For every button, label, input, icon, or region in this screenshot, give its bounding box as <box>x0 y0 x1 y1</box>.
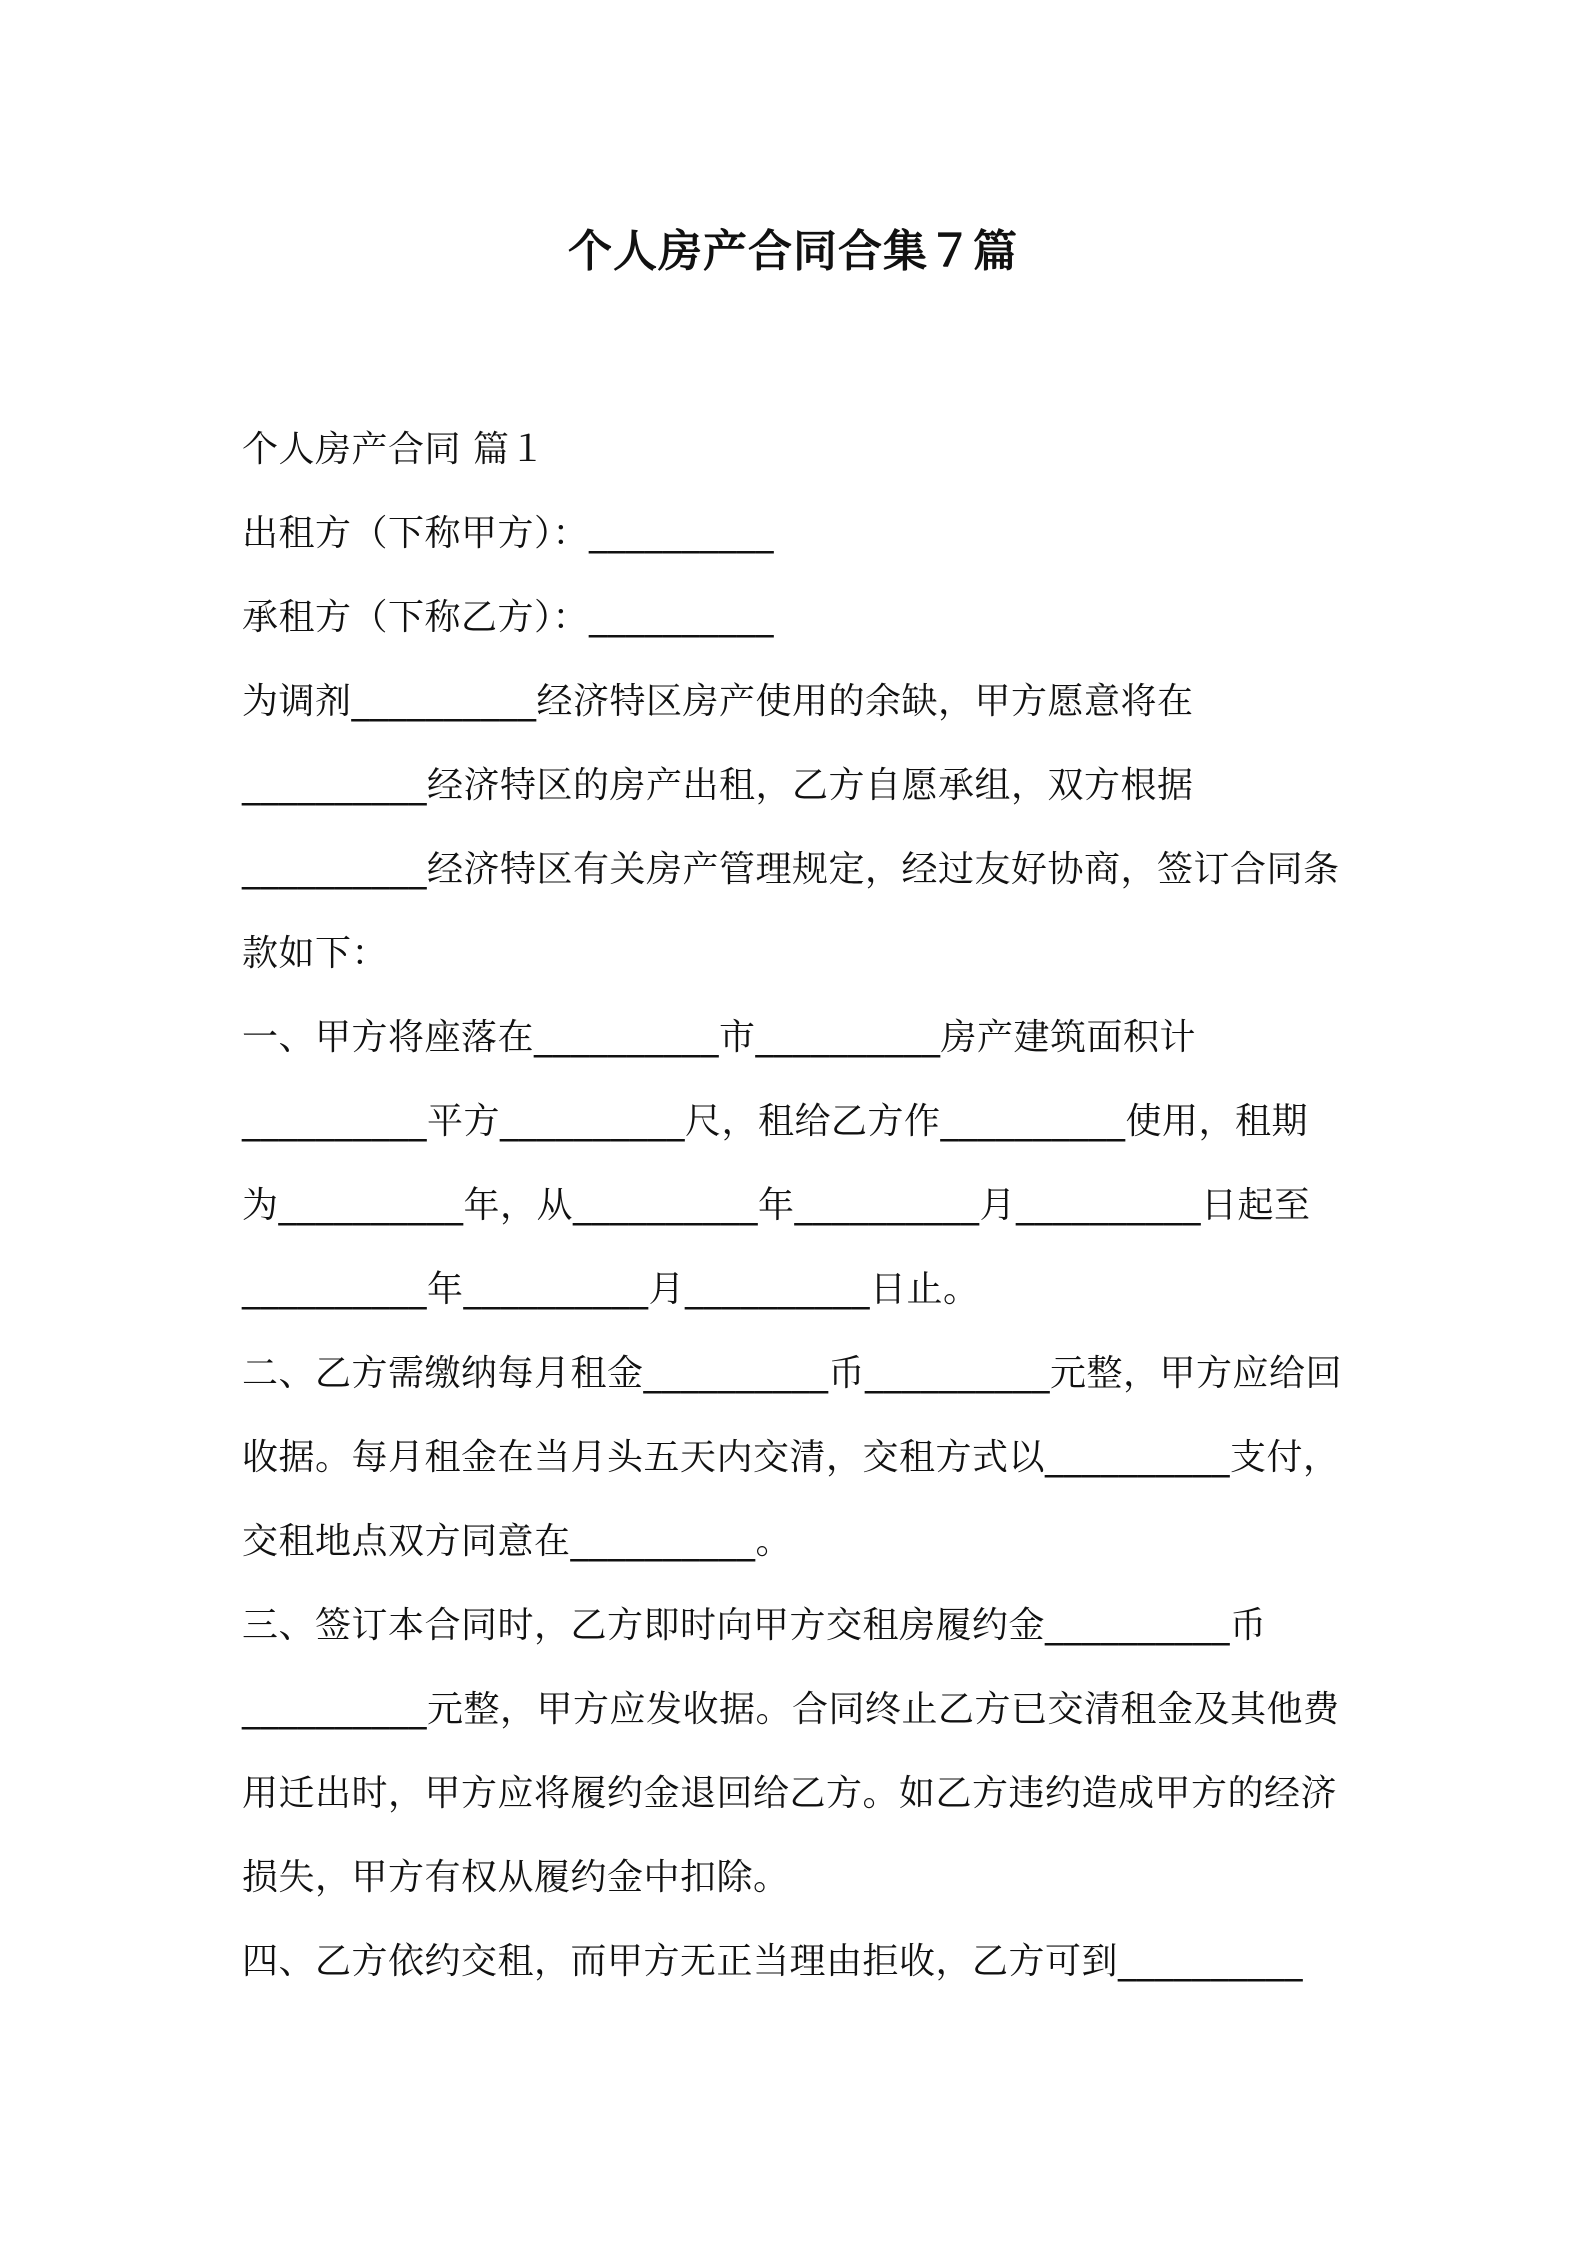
lessor-line: 出租方（下称甲方）：__________ <box>242 513 775 554</box>
body-paragraph-line: __________经济特区的房产出租，乙方自愿承组，双方根据 <box>242 765 1194 806</box>
document-body <box>242 408 1354 2004</box>
clause-4-line: 四、乙方依约交租，而甲方无正当理由拒收，乙方可到__________ <box>242 1941 1304 1982</box>
clause-3-line: __________元整，甲方应发收据。合同终止乙方已交清租金及其他费 <box>242 1689 1340 1730</box>
document-title: 个人房产合同合集７篇 <box>568 226 1018 277</box>
body-paragraph-line: 为调剂__________经济特区房产使用的余缺，甲方愿意将在 <box>242 681 1194 722</box>
clause-2-line: 二、乙方需缴纳每月租金__________币__________元整，甲方应给回 <box>242 1353 1343 1394</box>
body-paragraph-line: __________经济特区有关房产管理规定，经过友好协商，签订合同条 <box>242 849 1340 890</box>
clause-1-line: __________年__________月__________日止。 <box>242 1269 980 1310</box>
clause-1-line: __________平方__________尺，租给乙方作__________使用，租期 <box>242 1101 1309 1142</box>
section-heading: 个人房产合同 篇１ <box>242 429 546 470</box>
clause-3-line: 损失，甲方有权从履约金中扣除。 <box>242 1857 790 1898</box>
clause-3-line: 三、签订本合同时，乙方即时向甲方交租房履约金__________币 <box>242 1605 1267 1646</box>
clause-1-line: 为__________年，从__________年__________月__________日起至 <box>242 1185 1311 1226</box>
lessee-line: 承租方（下称乙方）：__________ <box>242 597 775 638</box>
clause-2-line: 收据。每月租金在当月头五天内交清，交租方式以__________支付， <box>242 1437 1340 1478</box>
body-paragraph-line: 款如下： <box>242 933 389 974</box>
clause-1-line: 一、甲方将座落在__________市__________房产建筑面积计 <box>242 1017 1197 1058</box>
clause-3-line: 用迁出时，甲方应将履约金退回给乙方。如乙方违约造成甲方的经济 <box>242 1773 1338 1814</box>
clause-2-line: 交租地点双方同意在__________。 <box>242 1521 793 1562</box>
